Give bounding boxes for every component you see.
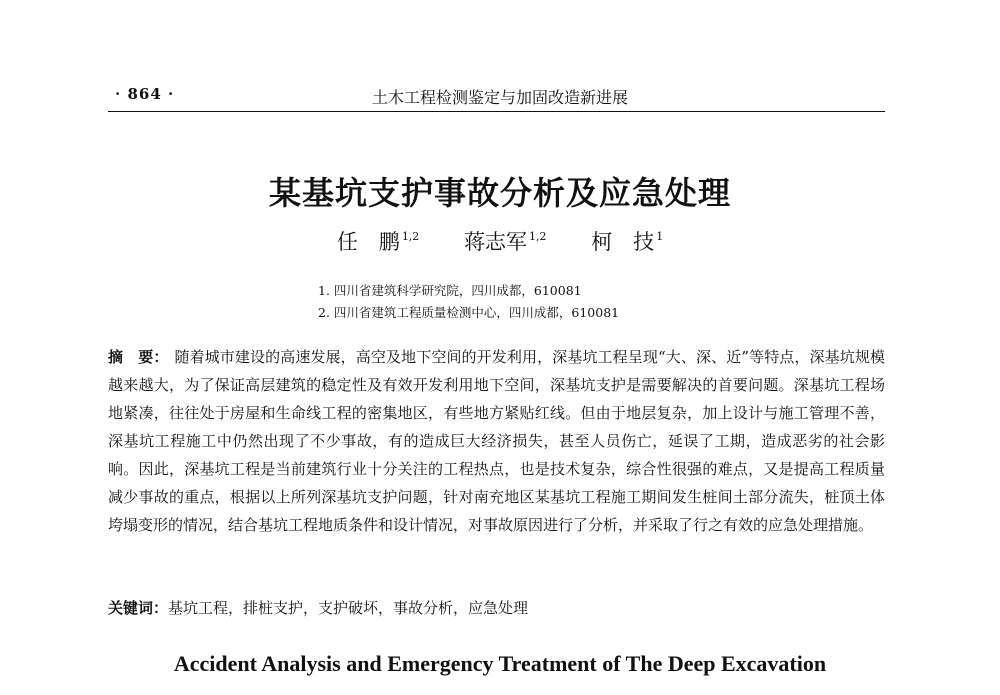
- author-affil-mark: 1: [656, 230, 664, 243]
- page-number: · 864 ·: [115, 85, 175, 103]
- abstract-text: 随着城市建设的高速发展，高空及地下空间的开发利用，深基坑工程呈现“大、深、近”等特点，深基坑规模越来越大，为了保证高层建筑的稳定性及有效开发利用地下空间，深基坑支护是需要解决的首要问题。深基坑工程场地紧凑，往往处于房屋和生命线工程的密集地区，有些地方紧贴红线。但由于地层复杂，加上设计与施工管理不善，深基坑工程施工中仍然出现了不少事故，有的造成巨大经济损失，甚至人员伤亡，延误了工期，造成恶劣的社会影响。因此，深基坑工程是当前建筑行业十分关注的工程热点，也是技术复杂，综合性很强的难点，又是提高工程质量减少事故的重点，根据以上所列深基坑支护问题，针对南充地区某基坑工程施工期间发生桩间土部分流失，桩顶土体垮塌变形的情况，结合基坑工程地质条件和设计情况，对事故原因进行了分析，并采取了行之有效的应急处理措施。: [108, 348, 885, 534]
- author-name: 柯 技: [591, 230, 655, 254]
- author-name: 任 鹏: [336, 230, 400, 254]
- affiliation-1: 1. 四川省建筑科学研究院，四川成都，610081: [318, 283, 582, 298]
- author: [464, 230, 547, 254]
- abstract: [108, 343, 885, 539]
- author-affil-mark: 1,2: [529, 230, 547, 243]
- author: [337, 230, 420, 254]
- author-list: [0, 226, 1000, 256]
- keywords-label: 关键词：: [108, 599, 169, 617]
- author-affil-mark: 1,2: [401, 230, 420, 243]
- header-rule: [108, 111, 885, 112]
- keywords-text: 基坑工程，排桩支护，支护破坏，事故分析，应急处理: [168, 599, 529, 617]
- author-name: 蒋志军: [464, 230, 527, 254]
- english-title: Accident Analysis and Emergency Treatment of The Deep Excavation: [173, 651, 827, 676]
- paper-title: 某基坑支护事故分析及应急处理: [268, 174, 731, 212]
- running-title: 土木工程检测鉴定与加固改造新进展: [371, 88, 628, 107]
- keywords: [108, 596, 885, 620]
- abstract-label: 摘 要：: [108, 348, 169, 366]
- author: [591, 230, 663, 254]
- affiliation-2: 2. 四川省建筑工程质量检测中心，四川成都，610081: [318, 305, 620, 320]
